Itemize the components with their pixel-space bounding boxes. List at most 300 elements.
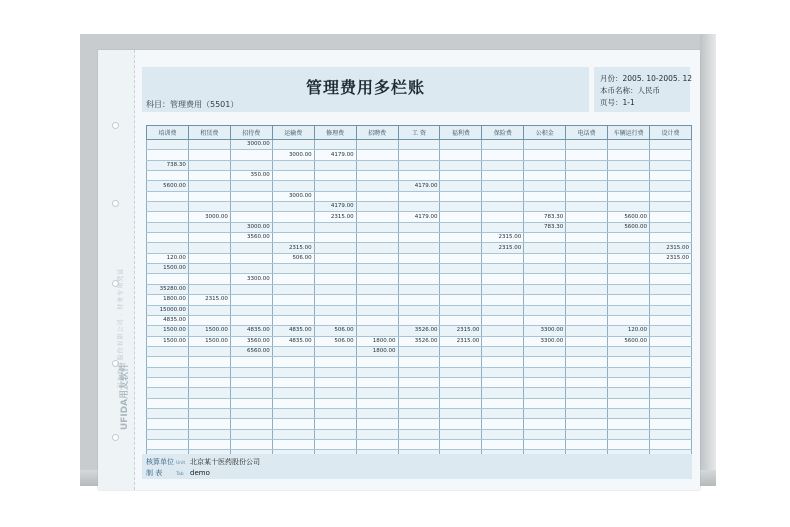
ledger-body: [147, 140, 692, 471]
table-cell: [482, 295, 524, 305]
table-cell: [440, 264, 482, 274]
table-cell: 3300.00: [230, 274, 272, 284]
table-cell: [524, 419, 566, 429]
table-cell: [566, 377, 608, 387]
table-cell: [650, 181, 692, 191]
table-row: [147, 233, 692, 243]
table-cell: [398, 264, 440, 274]
table-row: [147, 160, 692, 170]
table-cell: [398, 191, 440, 201]
table-cell: 5600.00: [608, 336, 650, 346]
table-cell: 4835.00: [272, 336, 314, 346]
table-cell: [356, 171, 398, 181]
table-cell: [147, 367, 189, 377]
table-cell: [524, 253, 566, 263]
table-cell: 2315.00: [440, 336, 482, 346]
table-cell: [482, 212, 524, 222]
table-cell: [650, 140, 692, 150]
table-cell: [440, 181, 482, 191]
table-cell: [440, 367, 482, 377]
table-cell: [314, 233, 356, 243]
table-cell: [314, 274, 356, 284]
table-cell: [356, 398, 398, 408]
table-cell: [398, 419, 440, 429]
table-cell: [147, 140, 189, 150]
table-cell: [188, 305, 230, 315]
table-cell: [566, 160, 608, 170]
table-cell: [230, 388, 272, 398]
table-cell: [398, 233, 440, 243]
table-cell: [188, 367, 230, 377]
table-cell: [398, 398, 440, 408]
table-cell: 1500.00: [147, 336, 189, 346]
table-cell: [566, 295, 608, 305]
table-cell: [524, 264, 566, 274]
table-cell: [524, 315, 566, 325]
table-cell: [356, 191, 398, 201]
table-row: [147, 295, 692, 305]
table-row: [147, 253, 692, 263]
ledger-table: [146, 125, 692, 471]
table-cell: [524, 171, 566, 181]
table-cell: [650, 284, 692, 294]
table-cell: [566, 140, 608, 150]
table-cell: [608, 202, 650, 212]
table-row: [147, 429, 692, 439]
table-row: [147, 243, 692, 253]
table-cell: [440, 222, 482, 232]
table-cell: [608, 253, 650, 263]
table-cell: [230, 419, 272, 429]
table-cell: [147, 212, 189, 222]
table-cell: [650, 336, 692, 346]
table-cell: [188, 264, 230, 274]
table-cell: 350.00: [230, 171, 272, 181]
table-cell: [398, 305, 440, 315]
table-cell: [524, 429, 566, 439]
table-cell: [272, 346, 314, 356]
table-cell: 3000.00: [272, 150, 314, 160]
table-cell: [566, 357, 608, 367]
table-cell: [188, 181, 230, 191]
table-cell: [398, 429, 440, 439]
table-cell: 506.00: [314, 336, 356, 346]
table-cell: [650, 315, 692, 325]
table-cell: 783.30: [524, 222, 566, 232]
title-box: [142, 67, 589, 112]
table-cell: [566, 212, 608, 222]
table-cell: [524, 160, 566, 170]
table-cell: [482, 367, 524, 377]
table-cell: [230, 429, 272, 439]
table-cell: [440, 346, 482, 356]
edge-note: [694, 410, 700, 450]
table-cell: [230, 284, 272, 294]
table-cell: [650, 439, 692, 449]
period-box: [594, 67, 693, 112]
table-cell: [608, 377, 650, 387]
table-cell: [608, 295, 650, 305]
table-row: [147, 367, 692, 377]
table-cell: [524, 202, 566, 212]
table-cell: [440, 408, 482, 418]
table-cell: [566, 150, 608, 160]
table-cell: [398, 388, 440, 398]
table-cell: [524, 398, 566, 408]
table-row: [147, 346, 692, 356]
table-cell: [147, 377, 189, 387]
table-cell: [230, 398, 272, 408]
table-cell: [650, 233, 692, 243]
table-row: [147, 419, 692, 429]
table-cell: [650, 150, 692, 160]
table-cell: 4835.00: [272, 326, 314, 336]
table-cell: [188, 253, 230, 263]
table-cell: [356, 181, 398, 191]
table-cell: [314, 377, 356, 387]
table-cell: 2315.00: [314, 212, 356, 222]
table-cell: [230, 181, 272, 191]
table-cell: [650, 367, 692, 377]
table-cell: [566, 326, 608, 336]
table-cell: [314, 264, 356, 274]
table-cell: 6560.00: [230, 346, 272, 356]
table-cell: [650, 429, 692, 439]
table-cell: [188, 150, 230, 160]
table-cell: [272, 419, 314, 429]
table-cell: [608, 439, 650, 449]
table-cell: [608, 429, 650, 439]
ledger-header-row: [147, 126, 692, 140]
table-cell: [482, 191, 524, 201]
table-cell: [356, 388, 398, 398]
table-cell: [147, 274, 189, 284]
table-cell: [524, 233, 566, 243]
table-cell: [356, 264, 398, 274]
table-cell: [314, 171, 356, 181]
table-cell: [566, 439, 608, 449]
table-cell: 4835.00: [230, 326, 272, 336]
table-cell: [188, 398, 230, 408]
table-cell: [398, 357, 440, 367]
table-cell: [650, 160, 692, 170]
table-cell: 4179.00: [314, 202, 356, 212]
table-cell: [230, 264, 272, 274]
column-header: 修理费: [314, 126, 356, 140]
table-cell: 2315.00: [650, 253, 692, 263]
table-cell: [524, 346, 566, 356]
column-header: 保险费: [482, 126, 524, 140]
table-cell: [608, 398, 650, 408]
table-cell: [398, 171, 440, 181]
table-cell: [482, 357, 524, 367]
table-cell: [272, 305, 314, 315]
column-header: 公积金: [524, 126, 566, 140]
table-cell: [440, 398, 482, 408]
table-cell: [482, 181, 524, 191]
table-cell: [230, 408, 272, 418]
table-cell: [147, 346, 189, 356]
period-month: 月份：2005. 10-2005. 12: [600, 74, 693, 83]
table-cell: [356, 408, 398, 418]
table-cell: [650, 305, 692, 315]
table-cell: [650, 398, 692, 408]
table-cell: [230, 160, 272, 170]
table-row: [147, 264, 692, 274]
table-cell: [566, 419, 608, 429]
table-row: [147, 315, 692, 325]
table-cell: [314, 439, 356, 449]
table-cell: [272, 398, 314, 408]
table-cell: [356, 160, 398, 170]
table-cell: [650, 408, 692, 418]
table-cell: 2315.00: [272, 243, 314, 253]
table-cell: [650, 191, 692, 201]
table-cell: [440, 150, 482, 160]
table-cell: [356, 140, 398, 150]
table-cell: [608, 264, 650, 274]
table-cell: [440, 377, 482, 387]
table-cell: [482, 377, 524, 387]
table-cell: [482, 419, 524, 429]
table-cell: [482, 253, 524, 263]
table-cell: [566, 388, 608, 398]
table-row: [147, 377, 692, 387]
table-cell: 506.00: [314, 326, 356, 336]
footer-maker-row: [146, 468, 210, 478]
table-row: [147, 202, 692, 212]
unit-label: 核算单位: [146, 458, 174, 466]
table-cell: 3000.00: [188, 212, 230, 222]
table-cell: [650, 388, 692, 398]
table-cell: [398, 202, 440, 212]
table-cell: [482, 284, 524, 294]
table-cell: [188, 243, 230, 253]
table-cell: [566, 264, 608, 274]
table-cell: [398, 295, 440, 305]
table-cell: [524, 357, 566, 367]
table-cell: [314, 408, 356, 418]
table-cell: 2315.00: [482, 243, 524, 253]
table-cell: [356, 315, 398, 325]
table-row: [147, 439, 692, 449]
table-cell: [524, 181, 566, 191]
table-cell: [566, 336, 608, 346]
table-cell: [440, 202, 482, 212]
table-cell: [566, 408, 608, 418]
table-row: [147, 408, 692, 418]
table-cell: [272, 222, 314, 232]
unit-value: 北京某十医药股份公司: [190, 458, 260, 466]
table-cell: [188, 160, 230, 170]
table-row: [147, 336, 692, 346]
table-cell: [482, 388, 524, 398]
table-cell: [566, 181, 608, 191]
table-row: [147, 212, 692, 222]
column-header: 电话费: [566, 126, 608, 140]
table-cell: [482, 439, 524, 449]
table-cell: [482, 264, 524, 274]
table-cell: [608, 191, 650, 201]
table-cell: [608, 388, 650, 398]
table-cell: [440, 315, 482, 325]
table-cell: [188, 284, 230, 294]
table-cell: [147, 398, 189, 408]
table-cell: [566, 222, 608, 232]
table-cell: [188, 171, 230, 181]
table-cell: [398, 274, 440, 284]
table-row: [147, 357, 692, 367]
table-cell: [566, 243, 608, 253]
table-cell: [147, 150, 189, 160]
footer-unit-row: [146, 457, 260, 467]
table-cell: [272, 284, 314, 294]
table-cell: [188, 274, 230, 284]
table-cell: [608, 284, 650, 294]
table-cell: [608, 171, 650, 181]
table-cell: 738.30: [147, 160, 189, 170]
table-cell: [272, 212, 314, 222]
table-cell: [608, 160, 650, 170]
table-cell: 4179.00: [398, 181, 440, 191]
table-cell: [398, 243, 440, 253]
table-cell: [356, 253, 398, 263]
table-cell: [314, 243, 356, 253]
table-cell: [356, 429, 398, 439]
table-cell: [147, 222, 189, 232]
unit-small-label: Unit: [176, 461, 186, 466]
stub-text: 用友软件股份有限公司 · 财务专用凭证: [117, 267, 125, 389]
table-cell: [608, 140, 650, 150]
table-cell: [188, 222, 230, 232]
table-cell: [650, 222, 692, 232]
column-header: 租赁费: [188, 126, 230, 140]
column-header: 设计费: [650, 126, 692, 140]
table-cell: [147, 171, 189, 181]
table-cell: [608, 408, 650, 418]
table-cell: 3300.00: [524, 336, 566, 346]
table-cell: [356, 439, 398, 449]
table-cell: [440, 284, 482, 294]
table-cell: [356, 243, 398, 253]
table-cell: [398, 140, 440, 150]
table-cell: [524, 388, 566, 398]
table-cell: [272, 181, 314, 191]
table-cell: 3000.00: [230, 140, 272, 150]
table-cell: [524, 295, 566, 305]
table-cell: [398, 315, 440, 325]
table-cell: [440, 274, 482, 284]
table-cell: [440, 243, 482, 253]
table-cell: 2315.00: [650, 243, 692, 253]
table-cell: [147, 429, 189, 439]
table-cell: [440, 140, 482, 150]
table-cell: [272, 202, 314, 212]
table-cell: 506.00: [272, 253, 314, 263]
table-cell: [398, 222, 440, 232]
table-cell: [650, 357, 692, 367]
table-cell: 3526.00: [398, 336, 440, 346]
binding-stub: [98, 50, 135, 490]
table-cell: [314, 253, 356, 263]
table-cell: [566, 429, 608, 439]
table-cell: [230, 243, 272, 253]
table-cell: [230, 191, 272, 201]
table-cell: [230, 439, 272, 449]
table-cell: [440, 171, 482, 181]
table-cell: [482, 274, 524, 284]
table-cell: [608, 181, 650, 191]
stub-brand-logo: UFIDA用友软件: [120, 362, 131, 431]
table-cell: [566, 274, 608, 284]
table-cell: 1800.00: [147, 295, 189, 305]
table-row: [147, 191, 692, 201]
table-cell: [440, 429, 482, 439]
table-row: [147, 140, 692, 150]
table-cell: [230, 305, 272, 315]
table-cell: 2315.00: [440, 326, 482, 336]
table-cell: [524, 191, 566, 201]
table-cell: [314, 284, 356, 294]
table-cell: [440, 160, 482, 170]
table-cell: [272, 408, 314, 418]
table-cell: [566, 284, 608, 294]
table-cell: [398, 408, 440, 418]
table-cell: [524, 140, 566, 150]
table-cell: [398, 160, 440, 170]
table-cell: [566, 398, 608, 408]
table-cell: [440, 439, 482, 449]
table-cell: 3000.00: [272, 191, 314, 201]
table-cell: [356, 357, 398, 367]
table-cell: [314, 140, 356, 150]
maker-small-label: Tab: [176, 472, 184, 477]
table-cell: [314, 367, 356, 377]
table-cell: [230, 377, 272, 387]
table-cell: [314, 357, 356, 367]
table-cell: [524, 305, 566, 315]
table-cell: [356, 202, 398, 212]
table-cell: [482, 315, 524, 325]
table-cell: [398, 150, 440, 160]
punch-hole: [112, 122, 119, 129]
table-cell: [188, 419, 230, 429]
table-cell: [188, 357, 230, 367]
table-cell: [272, 388, 314, 398]
table-cell: [272, 264, 314, 274]
column-header: 工 资: [398, 126, 440, 140]
table-cell: [482, 305, 524, 315]
table-cell: [650, 295, 692, 305]
table-cell: [608, 315, 650, 325]
column-header: 招聘费: [356, 126, 398, 140]
table-row: [147, 388, 692, 398]
table-cell: [188, 140, 230, 150]
table-cell: [440, 388, 482, 398]
column-header: 福利费: [440, 126, 482, 140]
table-cell: [650, 419, 692, 429]
table-cell: [314, 305, 356, 315]
table-cell: [314, 419, 356, 429]
table-cell: [440, 295, 482, 305]
table-cell: [188, 429, 230, 439]
period-currency: 本币名称：人民币: [600, 86, 660, 95]
table-cell: [230, 295, 272, 305]
table-cell: 1500.00: [188, 336, 230, 346]
table-cell: [188, 439, 230, 449]
table-cell: [398, 367, 440, 377]
table-cell: [608, 419, 650, 429]
